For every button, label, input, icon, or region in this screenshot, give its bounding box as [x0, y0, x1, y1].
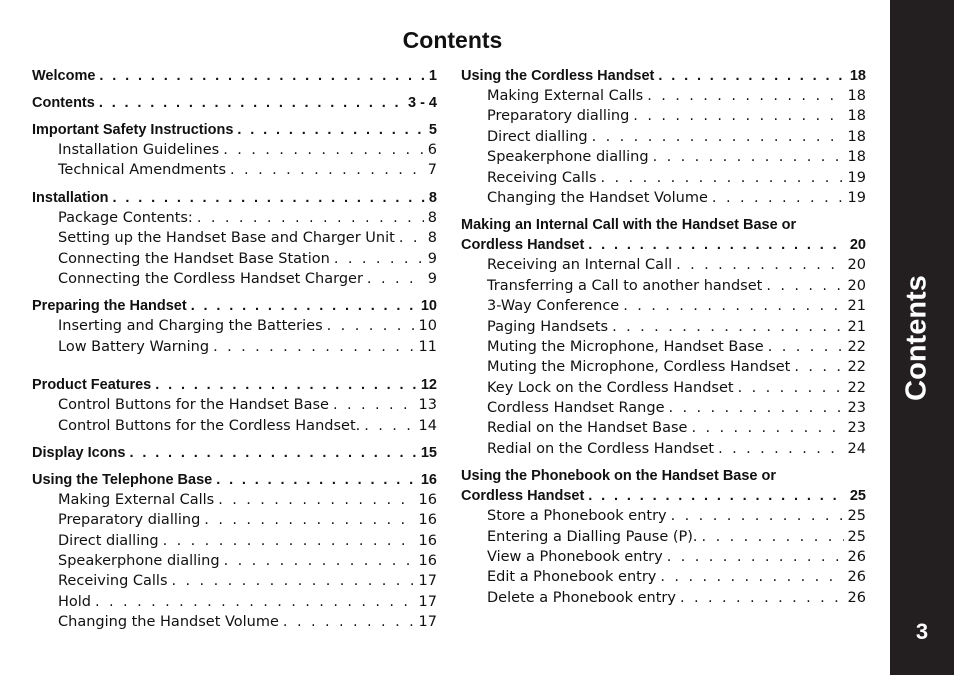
toc-entry-page: 16: [420, 471, 437, 488]
toc-section-entry[interactable]: [32, 443, 437, 463]
toc-subsection-entry[interactable]: [461, 317, 866, 337]
toc-entry-page: 19: [847, 169, 866, 186]
toc-subsection-entry[interactable]: [461, 168, 866, 188]
toc-dot-leader: [364, 416, 414, 436]
toc-entry-page: 20: [847, 277, 866, 294]
toc-entry-title: Hold: [58, 593, 92, 610]
toc-entry-page: 21: [847, 298, 866, 315]
toc-entry-title: Muting the Microphone, Cordless Handset: [487, 359, 791, 376]
toc-section-entry[interactable]: [461, 486, 866, 506]
toc-subsection-entry[interactable]: [461, 418, 866, 438]
toc-subsection-entry[interactable]: [461, 296, 866, 316]
toc-entry-title: Store a Phonebook entry: [487, 508, 667, 525]
toc-dot-leader: [163, 531, 415, 551]
page-number: 3: [915, 619, 929, 644]
toc-entry-title: Making External Calls: [58, 491, 215, 508]
toc-entry-title: Package Contents:: [58, 209, 193, 226]
toc-subsection-entry[interactable]: [32, 490, 437, 510]
toc-entry-title: Direct dialling: [487, 128, 588, 145]
toc-dot-leader: [367, 269, 424, 289]
toc-entry-title: Muting the Microphone, Handset Base: [487, 338, 764, 355]
toc-entry-title: Technical Amendments: [58, 162, 227, 179]
toc-entry-page: 17: [418, 593, 437, 610]
toc-spacer: [32, 463, 437, 470]
toc-entry-title: Receiving Calls: [487, 169, 597, 186]
toc-entry-title: Making External Calls: [487, 88, 644, 104]
toc-dot-leader: [327, 316, 415, 336]
toc-dot-leader: [660, 567, 843, 587]
toc-entry-title: Control Buttons for the Handset Base: [58, 397, 329, 414]
toc-entry-title: 3-Way Conference: [487, 298, 620, 315]
toc-dot-leader: [223, 140, 424, 160]
toc-subsection-entry[interactable]: [461, 398, 866, 418]
toc-dot-leader: [172, 571, 415, 591]
toc-entry-page: 18: [847, 149, 866, 166]
toc-entry-title: Receiving Calls: [58, 573, 168, 590]
toc-heading-line: Using the Phonebook on the Handset Base or: [461, 468, 777, 485]
toc-entry-title: Preparatory dialling: [487, 108, 630, 125]
toc-entry-title: Changing the Handset Volume: [58, 614, 279, 631]
toc-entry-title: Connecting the Handset Base Station: [58, 250, 330, 267]
toc-entry-title: Redial on the Handset Base: [487, 420, 688, 437]
toc-dot-leader: [702, 527, 844, 547]
toc-spacer: [461, 459, 866, 466]
toc-dot-leader: [237, 120, 425, 140]
toc-subsection-entry[interactable]: [32, 140, 437, 160]
toc-entry-page: 18: [847, 88, 866, 104]
toc-entry-page: 19: [847, 189, 866, 206]
toc-entry-page: 17: [418, 614, 437, 631]
toc-entry-title: View a Phonebook entry: [487, 549, 663, 566]
toc-dot-leader: [766, 276, 843, 296]
toc-dot-leader: [399, 228, 424, 248]
toc-dot-leader: [676, 255, 843, 275]
toc-subsection-entry[interactable]: [32, 592, 437, 612]
toc-subsection-entry[interactable]: [32, 612, 437, 632]
toc-dot-leader: [197, 208, 424, 228]
toc-entry-title: Key Lock on the Cordless Handset: [487, 379, 734, 396]
toc-subsection-entry[interactable]: [461, 588, 866, 608]
toc-left-column: [32, 66, 437, 633]
toc-section-entry[interactable]: [32, 375, 437, 395]
toc-dot-leader: [653, 147, 844, 167]
toc-entry-title: Using the Telephone Base: [32, 471, 213, 488]
toc-dot-leader: [334, 249, 424, 269]
toc-entry-title: Contents: [32, 95, 95, 111]
toc-entry-page: 13: [418, 397, 437, 414]
toc-subsection-entry[interactable]: [461, 506, 866, 526]
toc-subsection-entry[interactable]: [461, 547, 866, 567]
toc-entry-page: 5: [428, 122, 437, 138]
toc-entry-page: 25: [849, 488, 866, 505]
toc-section-entry[interactable]: [32, 120, 437, 140]
toc-dot-leader: [191, 296, 417, 316]
toc-entry-title: Delete a Phonebook entry: [487, 589, 676, 606]
toc-entry-title: Low Battery Warning: [58, 338, 210, 355]
toc-dot-leader: [667, 547, 844, 567]
toc-subsection-entry[interactable]: [32, 160, 437, 180]
toc-entry-title: Transferring a Call to another handset: [487, 277, 763, 294]
toc-subsection-entry[interactable]: [461, 86, 866, 106]
toc-subsection-entry[interactable]: [461, 439, 866, 459]
toc-subsection-entry[interactable]: [32, 510, 437, 530]
toc-entry-title: Redial on the Cordless Handset: [487, 440, 715, 457]
toc-entry-page: 20: [849, 237, 866, 254]
toc-dot-leader: [204, 510, 414, 530]
toc-dot-leader: [99, 93, 404, 113]
toc-entry-page: 8: [427, 209, 437, 226]
toc-entry-page: 26: [847, 549, 866, 566]
toc-entry-title: Preparatory dialling: [58, 512, 201, 529]
toc-entry-title: Welcome: [32, 68, 96, 84]
toc-entry-page: 22: [847, 379, 866, 396]
toc-dot-leader: [680, 588, 844, 608]
toc-entry-title: Setting up the Handset Base and Charger Unit: [58, 230, 395, 247]
toc-entry-title: Cordless Handset Range: [487, 400, 665, 417]
toc-entry-page: 12: [420, 377, 437, 394]
toc-dot-leader: [218, 490, 414, 510]
toc-dot-leader: [224, 551, 415, 571]
toc-dot-leader: [658, 66, 845, 86]
toc-entry-page: 22: [847, 359, 866, 376]
toc-subsection-entry[interactable]: [32, 531, 437, 551]
toc-dot-leader: [155, 375, 417, 395]
toc-subsection-entry[interactable]: [32, 416, 437, 436]
toc-entry-page: 25: [847, 528, 866, 545]
toc-section-entry[interactable]: [461, 235, 866, 255]
toc-subsection-entry[interactable]: [32, 228, 437, 248]
toc-dot-leader: [333, 395, 415, 415]
toc-dot-leader: [230, 160, 424, 180]
toc-subsection-entry[interactable]: [461, 255, 866, 275]
toc-entry-page: 9: [427, 270, 437, 287]
toc-entry-title: Installation Guidelines: [58, 142, 220, 158]
toc-section-entry[interactable]: [32, 188, 437, 208]
toc-entry-page: 18: [847, 128, 866, 145]
toc-dot-leader: [213, 337, 414, 357]
toc-entry-page: 26: [847, 589, 866, 606]
toc-entry-page: 17: [418, 573, 437, 590]
toc-entry-page: 8: [428, 189, 437, 206]
toc-dot-leader: [588, 235, 846, 255]
toc-right-column: [461, 66, 866, 608]
toc-section-entry[interactable]: [32, 66, 437, 86]
toc-dot-leader: [129, 443, 416, 463]
toc-entry-page: 10: [418, 318, 437, 335]
toc-subsection-entry[interactable]: [461, 378, 866, 398]
toc-entry-page: 6: [427, 142, 437, 158]
toc-entry-title: Entering a Dialling Pause (P).: [487, 528, 698, 545]
toc-spacer: [32, 113, 437, 120]
toc-dot-leader: [718, 439, 843, 459]
toc-entry-page: 16: [418, 512, 437, 529]
toc-entry-title: Preparing the Handset: [32, 298, 187, 315]
toc-subsection-entry[interactable]: [461, 188, 866, 208]
toc-entry-page: 20: [847, 257, 866, 274]
toc-subsection-entry[interactable]: [461, 276, 866, 296]
toc-entry-page: 16: [418, 553, 437, 570]
toc-entry-page: 18: [849, 68, 866, 84]
toc-dot-leader: [768, 337, 844, 357]
toc-spacer: [32, 289, 437, 296]
toc-entry-title: Edit a Phonebook entry: [487, 569, 657, 586]
toc-entry-page: 25: [847, 508, 866, 525]
toc-entry-page: 1: [428, 68, 437, 84]
toc-subsection-entry[interactable]: [32, 337, 437, 357]
toc-entry-title: Inserting and Charging the Batteries: [58, 318, 323, 335]
toc-section-entry[interactable]: [32, 296, 437, 316]
toc-dot-leader: [691, 418, 843, 438]
toc-entry-title: Using the Cordless Handset: [461, 68, 655, 84]
toc-entry-title: Product Features: [32, 377, 152, 394]
toc-subsection-entry[interactable]: [461, 127, 866, 147]
toc-entry-page: 21: [847, 318, 866, 335]
toc-entry-page: 18: [847, 108, 866, 125]
toc-spacer: [32, 357, 437, 375]
toc-dot-leader: [588, 486, 846, 506]
toc-entry-title: Speakerphone dialling: [58, 553, 220, 570]
toc-subsection-entry[interactable]: [461, 337, 866, 357]
toc-dot-leader: [612, 317, 843, 337]
toc-dot-leader: [601, 168, 844, 188]
toc-dot-leader: [623, 296, 843, 316]
toc-dot-leader: [592, 127, 844, 147]
toc-entry-title: Installation: [32, 189, 109, 206]
toc-entry-title: Direct dialling: [58, 532, 159, 549]
toc-subsection-entry[interactable]: [461, 357, 866, 377]
toc-dot-leader: [283, 612, 415, 632]
toc-dot-leader: [668, 398, 843, 418]
toc-spacer: [32, 86, 437, 93]
toc-entry-page: 11: [418, 338, 437, 355]
toc-subsection-entry[interactable]: [32, 249, 437, 269]
toc-entry-title: Important Safety Instructions: [32, 122, 234, 138]
toc-entry-page: 8: [427, 230, 437, 247]
side-tab-label: Contents: [900, 275, 933, 401]
toc-section-entry[interactable]: [461, 66, 866, 86]
toc-subsection-entry[interactable]: [32, 571, 437, 591]
toc-entry-title: Cordless Handset: [461, 237, 585, 254]
toc-subsection-entry[interactable]: [32, 551, 437, 571]
toc-entry-title: Cordless Handset: [461, 488, 585, 505]
toc-subsection-entry[interactable]: [32, 395, 437, 415]
toc-subsection-entry[interactable]: [32, 208, 437, 228]
toc-dot-leader: [113, 188, 425, 208]
toc-entry-page: 15: [420, 444, 437, 461]
toc-subsection-entry[interactable]: [461, 567, 866, 587]
toc-dot-leader: [95, 592, 415, 612]
toc-entry-page: 24: [847, 440, 866, 457]
toc-entry-page: 7: [427, 162, 437, 179]
toc-dot-leader: [794, 357, 843, 377]
toc-dot-leader: [671, 506, 844, 526]
page-title: Contents: [402, 27, 503, 53]
toc-entry-page: 16: [418, 491, 437, 508]
toc-dot-leader: [99, 66, 425, 86]
toc-entry-title: Speakerphone dialling: [487, 149, 649, 166]
toc-entry-page: 16: [418, 532, 437, 549]
toc-spacer: [461, 208, 866, 215]
toc-heading-line: Making an Internal Call with the Handset Base or: [461, 217, 797, 234]
toc-entry-page: 23: [847, 400, 866, 417]
toc-subsection-entry[interactable]: [32, 269, 437, 289]
toc-subsection-entry[interactable]: [461, 527, 866, 547]
toc-entry-title: Receiving an Internal Call: [487, 257, 673, 274]
toc-entry-page: 3 - 4: [407, 95, 437, 111]
toc-subsection-entry[interactable]: [32, 316, 437, 336]
toc-subsection-entry[interactable]: [461, 147, 866, 167]
toc-section-entry[interactable]: [32, 93, 437, 113]
toc-entry-title: Display Icons: [32, 444, 126, 461]
toc-entry-title: Paging Handsets: [487, 318, 609, 335]
toc-dot-leader: [633, 106, 843, 126]
toc-entry-page: 9: [427, 250, 437, 267]
toc-dot-leader: [647, 86, 843, 106]
toc-entry-page: 14: [418, 417, 437, 434]
toc-entry-page: 22: [847, 338, 866, 355]
toc-dot-leader: [738, 378, 844, 398]
toc-entry-title: Changing the Handset Volume: [487, 189, 708, 206]
toc-entry-page: 23: [847, 420, 866, 437]
toc-entry-page: 10: [420, 298, 437, 315]
toc-entry-title: Connecting the Cordless Handset Charger: [58, 270, 363, 287]
toc-dot-leader: [216, 470, 417, 490]
toc-spacer: [32, 181, 437, 188]
toc-spacer: [32, 436, 437, 443]
toc-dot-leader: [712, 188, 844, 208]
toc-section-entry[interactable]: [32, 470, 437, 490]
toc-entry-page: 26: [847, 569, 866, 586]
toc-entry-title: Control Buttons for the Cordless Handset.: [58, 417, 361, 434]
toc-subsection-entry[interactable]: [461, 106, 866, 126]
